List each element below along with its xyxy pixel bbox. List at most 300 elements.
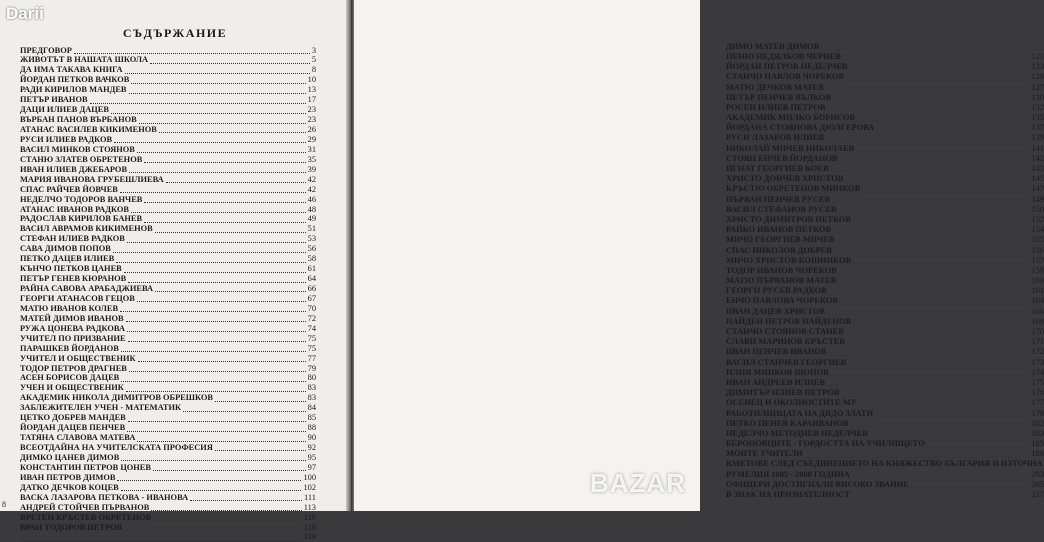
- toc-entry-page: 64: [307, 274, 316, 284]
- toc-entry-page: 29: [307, 134, 316, 144]
- toc-entry-page: 61: [307, 264, 316, 274]
- toc-entry-page: 119: [303, 532, 316, 542]
- toc-entry-title: КЪНЧО ПЕТКОВ ЦАНЕВ: [20, 264, 122, 274]
- toc-entry-title: ХРИСТО ДИМИТРОВ ПЕТКОВ: [726, 214, 852, 224]
- toc-entry-page: 135: [1031, 113, 1044, 123]
- dot-leader: [128, 420, 306, 422]
- dot-leader: [862, 191, 1029, 193]
- dot-leader: [124, 529, 301, 531]
- toc-entry-page: 205: [1031, 479, 1044, 489]
- dot-leader: [839, 211, 1030, 213]
- dot-leader: [144, 221, 306, 223]
- toc-entry: [726, 387, 1044, 397]
- toc-entry-page: 111: [304, 492, 316, 502]
- toc-entry-page: 157: [1031, 255, 1044, 265]
- toc-entry-title: ТОДОР ПЕТРОВ ДРАГНЕВ: [20, 363, 127, 373]
- toc-entry-page: 8: [311, 65, 316, 75]
- toc-entry-page: 176: [1031, 388, 1044, 398]
- dot-leader: [153, 469, 306, 471]
- toc-entry-page: 42: [307, 174, 316, 184]
- toc-entry-title: ДИМО МАТЕВ ДИМОВ: [726, 41, 820, 51]
- toc-entry-title: ЦЕТКО ДОБРЕВ МАНДЕВ: [20, 413, 126, 423]
- toc-entry-page: 137: [1031, 123, 1044, 133]
- toc-entry-title: ДИМКО ЦАНЕВ ДИМОВ: [20, 452, 120, 462]
- toc-entry-page: 113: [303, 502, 316, 512]
- toc-entry-page: 147: [1031, 184, 1044, 194]
- toc-entry-page: 58: [307, 254, 316, 264]
- dot-leader: [839, 160, 1029, 162]
- toc-entry-page: 132: [1031, 102, 1044, 112]
- toc-entry: [20, 353, 316, 363]
- toc-entry-title: САВА ДИМОВ ПОПОВ: [20, 244, 111, 254]
- toc-entry: [20, 462, 316, 472]
- toc-entry: [20, 134, 316, 144]
- site-logo[interactable]: Darii: [6, 4, 44, 23]
- toc-entry-page: 72: [307, 313, 316, 323]
- toc-entry-page: 121: [1031, 51, 1044, 61]
- toc-entry-title: КРЪСТЮ ОБРЕТЕНОВ МИНКОВ: [726, 184, 861, 194]
- toc-entry-title: БЕРОНОВЦИТЕ - ГОРДОСТТА НА УЧИЛИЩЕТО: [726, 439, 925, 449]
- dot-leader: [137, 300, 306, 302]
- toc-entry: [726, 449, 1044, 459]
- toc-entry-title: ПРЕДГОВОР: [20, 45, 72, 55]
- toc-entry-page: 100: [303, 472, 316, 482]
- dot-leader: [114, 141, 306, 143]
- dot-leader: [128, 281, 305, 283]
- toc-entry: [726, 245, 1044, 255]
- toc-entry-title: РАДИ КИРИЛОВ МАНДЕВ: [20, 85, 127, 95]
- toc-entry-page: 158: [1031, 265, 1044, 275]
- toc-entry: [20, 154, 316, 164]
- toc-entry-page: 203: [1031, 469, 1044, 479]
- dot-leader: [827, 109, 1029, 111]
- toc-entry: [726, 377, 1044, 387]
- toc-entry: [20, 234, 316, 244]
- toc-entry-title: КМЕТОВЕ СЛЕД СЪЕДИНЕНИЕТО НА КНЯЖЕСТВО БЪЛГАРИЯ И ИЗТОЧНА: [726, 459, 1043, 469]
- toc-entry-page: 70: [307, 303, 316, 313]
- dot-leader: [821, 48, 1042, 50]
- dot-leader: [215, 400, 306, 402]
- toc-entry-title: ВАСИЛ СТАНЧЕВ ГЕОРГИЕВ: [726, 357, 847, 367]
- toc-entry-title: МАТЕЙ ДИМОВ ИВАНОВ: [20, 313, 124, 323]
- dot-leader: [852, 496, 1029, 498]
- toc-entry-page: 149: [1031, 194, 1044, 204]
- toc-entry-page: 75: [307, 343, 316, 353]
- toc-entry: [20, 472, 316, 482]
- toc-entry-page: 178: [1031, 408, 1044, 418]
- toc-entry-title: ДАТКО ДЕЧКОВ КОЦЕВ: [20, 482, 119, 492]
- toc-entry-title: МАТЮ ПЪРВАНОВ МАТЕВ: [726, 276, 837, 286]
- dot-leader: [853, 221, 1029, 223]
- dot-leader: [827, 313, 1029, 315]
- toc-entry: [726, 82, 1044, 92]
- toc-entry-page: 56: [307, 244, 316, 254]
- dot-leader: [833, 232, 1029, 234]
- toc-entry-page: 31: [307, 144, 316, 154]
- toc-entry: [20, 413, 316, 423]
- toc-entry-title: НАЙДЕН ПЕТРОВ НАЙДЕНОВ: [726, 316, 852, 326]
- dot-leader: [121, 459, 305, 461]
- toc-entry-title: УЧИТЕЛ И ОБЩЕСТВЕНИК: [20, 353, 136, 363]
- toc-entry-title: РУЖА ЦОНЕВА РАДКОВА: [20, 323, 126, 333]
- toc-entry: [726, 357, 1044, 367]
- toc-entry-page: 39: [307, 164, 316, 174]
- toc-entry-page: 177: [1031, 398, 1044, 408]
- toc-entry: [20, 65, 316, 75]
- toc-entry: [726, 306, 1044, 316]
- dot-leader: [805, 456, 1030, 458]
- toc-entry-title: ЕНЧО ПАВЛОВА ЧОРЕКОВ: [726, 296, 838, 306]
- toc-entry: [726, 163, 1044, 173]
- toc-entry: [20, 264, 316, 274]
- toc-entry-page: 23: [307, 115, 316, 125]
- toc-entry: [20, 214, 316, 224]
- dot-leader: [150, 62, 310, 64]
- toc-entry-page: 66: [307, 284, 316, 294]
- toc-entry: [20, 293, 316, 303]
- dot-leader: [876, 130, 1029, 132]
- dot-leader: [840, 303, 1029, 305]
- toc-entry-title: ВРАН ТОДОРОВ ПЕТРОВ: [20, 522, 123, 532]
- toc-entry: [726, 153, 1044, 163]
- dot-leader: [22, 539, 302, 541]
- toc-entry-page: 53: [307, 234, 316, 244]
- dot-leader: [129, 370, 306, 372]
- toc-entry-page: 166: [1031, 306, 1044, 316]
- toc-entry-page: 42: [307, 184, 316, 194]
- toc-entry-title: ЙОРДАН ПЕТКОВ ВАЧКОВ: [20, 75, 130, 85]
- dot-leader: [144, 161, 305, 163]
- dot-leader: [833, 99, 1029, 101]
- toc-entry-title: МОИТЕ УЧИТЕЛИ: [726, 449, 803, 459]
- toc-entry-title: ВАСКА ЛАЗАРОВА ПЕТКОВА - ИВАНОВА: [20, 492, 189, 502]
- dot-leader: [121, 350, 306, 352]
- toc-entry-title: АНДРЕЙ СТОЙЧЕВ ПЪРВАНОВ: [20, 502, 150, 512]
- dot-leader: [857, 120, 1029, 122]
- dot-leader: [124, 271, 306, 273]
- toc-entry-page: 168: [1031, 316, 1044, 326]
- toc-entry-title: ИВАН АНДРЕЕВ ИЛИЕВ: [726, 377, 825, 387]
- dot-leader: [911, 486, 1030, 488]
- toc-entry: [726, 194, 1044, 204]
- toc-entry-title: РАЙНА САВОВА АРАБАДЖИЕВА: [20, 284, 154, 294]
- toc-entry: [20, 274, 316, 284]
- dot-leader: [215, 449, 306, 451]
- toc-entry: [20, 254, 316, 264]
- toc-entry-page: 84: [307, 403, 316, 413]
- toc-entry-title: В ЗНАК НА ПРИЗНАТЕЛНОСТ: [726, 490, 850, 500]
- toc-entry-page: 35: [307, 154, 316, 164]
- toc-entry-title: ПЕТЪР ГЕНЕВ КЮРАНОВ: [20, 274, 127, 284]
- dot-leader: [127, 430, 305, 432]
- toc-entry: [20, 303, 316, 313]
- toc-entry-title: ТАТЯНА СЛАВОВА МАТЕВА: [20, 433, 136, 443]
- toc-entry-page: 123: [1031, 62, 1044, 72]
- toc-entry: [20, 333, 316, 343]
- toc-entry: [20, 194, 316, 204]
- toc-entry-title: НИКОЛАЙ МИЧЕВ НИКОЛАЕВ: [726, 143, 855, 153]
- dot-leader: [111, 112, 306, 114]
- toc-entry-page: 185: [1031, 439, 1044, 449]
- toc-entry-title: ХРИСТО ДОНЧЕВ ХРИСТОВ: [726, 174, 844, 184]
- dot-leader: [846, 333, 1030, 335]
- toc-entry-page: 46: [307, 194, 316, 204]
- toc-entry-title: ДИМИТЪР ИЛИЕВ ПЕТРОВ: [726, 388, 840, 398]
- toc-entry-title: ЙОРДАН ПЕТРОВ НЕДЕЛЧЕВ: [726, 62, 848, 72]
- dot-leader: [827, 384, 1029, 386]
- dot-leader: [151, 509, 301, 511]
- toc-entry: [20, 433, 316, 443]
- toc-entry: [726, 184, 1044, 194]
- toc-entry: [726, 347, 1044, 357]
- toc-entry: [20, 423, 316, 433]
- toc-entry-page: 154: [1031, 225, 1044, 235]
- dot-leader: [851, 425, 1030, 427]
- toc-entry-title: ЙОРДАНА СТОЯНОВА ДЮЛГЕРОВА: [726, 123, 875, 133]
- dot-leader: [74, 52, 310, 54]
- dot-leader: [126, 320, 306, 322]
- toc-entry: [726, 123, 1044, 133]
- dot-leader: [875, 415, 1029, 417]
- dot-leader: [870, 435, 1030, 437]
- dot-leader: [153, 519, 302, 521]
- toc-entry: [20, 373, 316, 383]
- toc-entry-page: 145: [1031, 174, 1044, 184]
- dot-leader: [829, 293, 1030, 295]
- toc-entry: [20, 313, 316, 323]
- toc-entry-page: 118: [303, 522, 316, 532]
- toc-entry: [20, 443, 316, 453]
- toc-entry-title: РАЙКО ИВАНОВ ПЕТКОВ: [726, 225, 832, 235]
- toc-entry-title: РУСИ ИЛИЕВ РАДКОВ: [20, 134, 113, 144]
- toc-entry: [20, 512, 316, 522]
- toc-entry: [20, 482, 316, 492]
- left-page: [0, 0, 350, 542]
- dot-leader: [138, 360, 306, 362]
- toc-entry-page: 90: [307, 433, 316, 443]
- dot-leader: [117, 479, 301, 481]
- dot-leader: [846, 79, 1029, 81]
- toc-entry: [20, 452, 316, 462]
- toc-entry: [726, 102, 1044, 112]
- toc-entry: [20, 85, 316, 95]
- toc-entry-title: МАРИЯ ИВАНОВА ГРУБЕШЛИЕВА: [20, 174, 164, 184]
- toc-entry: [726, 459, 1044, 469]
- toc-entry: [20, 115, 316, 125]
- toc-entry-page: 164: [1031, 296, 1044, 306]
- dot-leader: [848, 364, 1029, 366]
- dot-leader: [121, 489, 302, 491]
- toc-entry-title: АСЕН БОРИСОВ ДАЦЕВ: [20, 373, 120, 383]
- dot-leader: [120, 310, 306, 312]
- toc-entry-page: 139: [1031, 133, 1044, 143]
- toc-entry-page: 83: [307, 383, 316, 393]
- dot-leader: [144, 201, 305, 203]
- toc-entry-page: 85: [307, 413, 316, 423]
- toc-entry-page: 116: [303, 512, 316, 522]
- toc-entry: [726, 286, 1044, 296]
- toc-entry: [726, 133, 1044, 143]
- toc-entry-title: МАТЮ ДЕЧКОВ МАТЕВ: [726, 82, 824, 92]
- toc-entry-title: ОФИЦЕРИ ДОСТИГНАЛИ ВИСОКО ЗВАНИЕ: [726, 479, 909, 489]
- toc-entry-title: ЗАБЛЕЖИТЕЛЕН УЧЕН - МАТЕМАТИК: [20, 403, 182, 413]
- toc-entry-page: 17: [307, 95, 316, 105]
- dot-leader: [845, 181, 1029, 183]
- toc-entry-page: 77: [307, 353, 316, 363]
- toc-entry-page: 173: [1031, 357, 1044, 367]
- toc-entry: [726, 296, 1044, 306]
- toc-entry-page: 95: [307, 452, 316, 462]
- dot-leader: [832, 201, 1029, 203]
- dot-leader: [137, 151, 306, 153]
- toc-entry-title: АКАДЕМИК НИКОЛА ДИМИТРОВ ОБРЕШКОВ: [20, 393, 213, 403]
- toc-entry-page: 156: [1031, 245, 1044, 255]
- dot-leader: [927, 446, 1030, 448]
- toc-entry-page: 160: [1031, 276, 1044, 286]
- toc-entry: [20, 244, 316, 254]
- toc-entry: [20, 144, 316, 154]
- toc-entry-title: СПАС РАЙЧЕВ ЙОВЧЕВ: [20, 184, 118, 194]
- toc-entry: [726, 418, 1044, 428]
- toc-entry-title: ИВАН ПЕНЧЕВ ИВАНОВ: [726, 347, 827, 357]
- dot-leader: [843, 58, 1030, 60]
- dot-leader: [120, 191, 306, 193]
- toc-entry: [726, 408, 1044, 418]
- toc-entry: [726, 235, 1044, 245]
- toc-entry-page: 51: [307, 224, 316, 234]
- dot-leader: [129, 92, 306, 94]
- toc-entry: [726, 326, 1044, 336]
- toc-entry-title: РУМЕЛИЯ 1885 - 2000 ГОДИНА: [726, 469, 850, 479]
- toc-entry: [726, 438, 1044, 448]
- toc-entry-page: 13: [307, 85, 316, 95]
- toc-entry-title: РАБОТИЛНИЦАТА НА ДЯДО ЗЛАТИ: [726, 408, 874, 418]
- toc-entry: [20, 55, 316, 65]
- toc-entry-title: НЕДЕЛЧО ТОДОРОВ ВАНЧЕВ: [20, 194, 143, 204]
- toc-entry-title: ВСЕОТДАЙНА НА УЧИТЕЛСКАТА ПРОФЕСИЯ: [20, 443, 213, 453]
- dot-leader: [831, 374, 1030, 376]
- toc-entry-page: 67: [307, 293, 316, 303]
- toc-entry-page: 143: [1031, 164, 1044, 174]
- toc-entry-page: 23: [307, 105, 316, 115]
- toc-entry-title: ИВАН ПЕТРОВ ДИМОВ: [20, 472, 116, 482]
- toc-entry-page: 127: [1031, 82, 1044, 92]
- toc-entry-page: 10: [307, 75, 316, 85]
- toc-entry-title: МАТЮ ИВАНОВ КОЛЕВ: [20, 303, 119, 313]
- toc-entry: [726, 479, 1044, 489]
- dot-leader: [125, 72, 310, 74]
- toc-entry: [726, 275, 1044, 285]
- toc-entry: [726, 428, 1044, 438]
- toc-entry-title: СТОЯН ЕНЧЕВ ЙОРДАНОВ: [726, 153, 838, 163]
- toc-entry-page: 5: [311, 55, 316, 65]
- dot-leader: [137, 440, 305, 442]
- toc-entry: [726, 204, 1044, 214]
- toc-entry: [726, 72, 1044, 82]
- dot-leader: [834, 252, 1030, 254]
- toc-entry-title: ТОДОР ИВАНОВ ЧОРЕКОВ: [726, 265, 837, 275]
- toc-entry-page: 79: [307, 363, 316, 373]
- dot-leader: [131, 82, 305, 84]
- toc-entry-title: РОСЕН ИЛИЕВ ПЕТРОВ: [726, 102, 826, 112]
- toc-entry-page: 170: [1031, 327, 1044, 337]
- toc-entry: [20, 95, 316, 105]
- toc-entry: [726, 51, 1044, 61]
- toc-entry-title: ПЕТЪР ПЕНЧЕВ ВЪЛКОВ: [726, 92, 832, 102]
- dot-leader: [852, 476, 1029, 478]
- toc-entry: [20, 363, 316, 373]
- toc-entry-title: ЖИВОТЪТ В НАШАТА ШКОЛА: [20, 55, 149, 65]
- toc-entry: [726, 255, 1044, 265]
- toc-entry-page: 92: [307, 443, 316, 453]
- toc-entry: [20, 125, 316, 135]
- toc-entry-page: 183: [1031, 428, 1044, 438]
- toc-entry-title: АТАНАС ВАСИЛЕВ КИКИМЕНОВ: [20, 125, 157, 135]
- toc-entry-title: СТЕФАН ИЛИЕВ РАДКОВ: [20, 234, 125, 244]
- toc-entry-title: ИВАН ИЛИЕВ ДЖЕБАРОВ: [20, 164, 128, 174]
- toc-entry-page: 48: [307, 204, 316, 214]
- toc-entry-page: 174: [1031, 367, 1044, 377]
- toc-entry-title: ИГНАТ ГЕОРГИЕВ КОЕВ: [726, 164, 829, 174]
- toc-entry: [20, 383, 316, 393]
- toc-entry-page: 3: [311, 45, 316, 55]
- toc-entry-page: 175: [1031, 377, 1044, 387]
- toc-entry-title: ВАСИЛ СТЕФАНОВ РУСЕВ: [726, 204, 837, 214]
- toc-entry-page: 74: [307, 323, 316, 333]
- toc-entry: [726, 265, 1044, 275]
- toc-entry: [726, 92, 1044, 102]
- dot-leader: [826, 89, 1030, 91]
- toc-entry-page: 88: [307, 423, 316, 433]
- toc-entry: [20, 532, 316, 542]
- toc-entry: [20, 403, 316, 413]
- dot-leader: [126, 390, 306, 392]
- toc-entry-title: ИВАН ДАЦЕВ ХРИСТОВ: [726, 306, 826, 316]
- dot-leader: [127, 241, 306, 243]
- toc-entry-title: ПАРАШКЕВ ЙОРДАНОВ: [20, 343, 119, 353]
- toc-entry-title: АКАДЕМИК МИЛКО БОРИСОВ: [726, 113, 856, 123]
- toc-entry-title: ПЕТЪР ИВАНОВ: [20, 95, 88, 105]
- dot-leader: [831, 170, 1030, 172]
- toc-entry-page: 172: [1031, 347, 1044, 357]
- toc-list-left: [20, 45, 316, 542]
- dot-leader: [90, 102, 306, 104]
- toc-entry-page: 142: [1031, 153, 1044, 163]
- dot-leader: [159, 131, 306, 133]
- dot-leader: [166, 181, 306, 183]
- toc-entry-title: ПЕТКО ПЕНЕВ КАРАИВАНОВ: [726, 418, 849, 428]
- toc-entry-page: 83: [307, 393, 316, 403]
- toc-entry-title: ПЪРВАН ПЕНЧЕВ РУСЕВ: [726, 194, 831, 204]
- toc-entry: [20, 75, 316, 85]
- toc-entry: [726, 316, 1044, 326]
- dot-leader: [131, 211, 306, 213]
- toc-entry-title: ГЕОРГИ РУСЕВ РАДКОВ: [726, 286, 827, 296]
- toc-entry: [20, 164, 316, 174]
- toc-entry-title: ПЕТКО ДАЦЕВ ИЛИЕВ: [20, 254, 115, 264]
- toc-entry-title: УЧЕН И ОБЩЕСТВЕНИК: [20, 383, 124, 393]
- toc-entry: [20, 393, 316, 403]
- toc-entry: [20, 204, 316, 214]
- dot-leader: [127, 330, 306, 332]
- toc-entry-title: МИЧО ГЕОРГИЕВ МИЧЕВ: [726, 235, 835, 245]
- toc-entry: [726, 214, 1044, 224]
- toc-entry-page: 141: [1031, 143, 1044, 153]
- toc-entry-title: ДА ИМА ТАКАВА КНИГА: [20, 65, 123, 75]
- toc-entry: [726, 398, 1044, 408]
- toc-entry-page: 152: [1031, 214, 1044, 224]
- toc-entry: [726, 224, 1044, 234]
